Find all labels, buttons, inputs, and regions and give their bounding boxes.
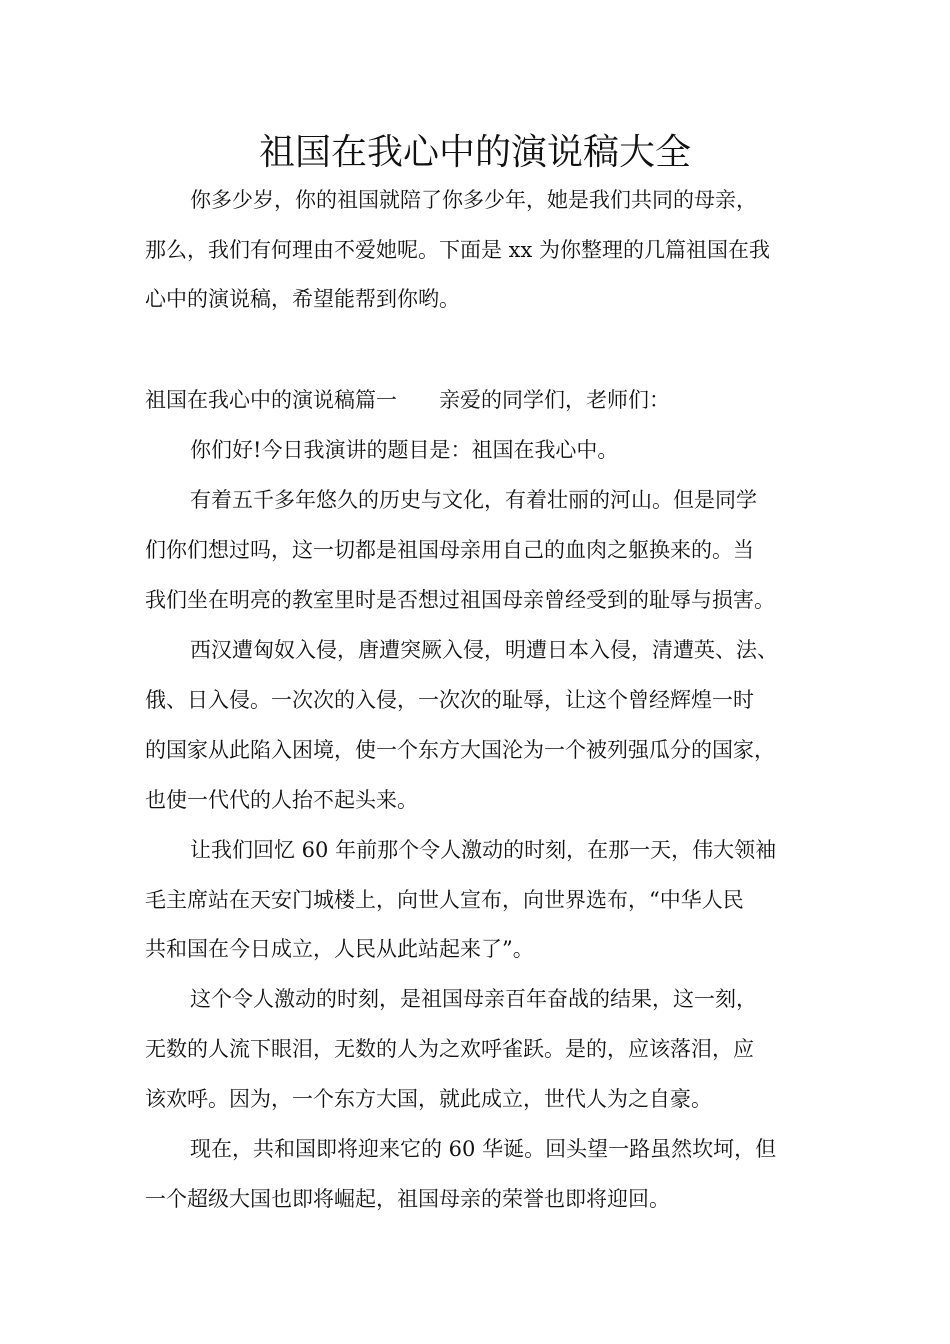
text-line: 让我们回忆 60 年前那个令人激动的时刻，在那一天，伟大领袖: [190, 838, 777, 862]
text-line: 毛主席站在天安门城楼上，向世人宣布，向世界选布，“中华人民: [145, 888, 744, 912]
text-line: 一个超级大国也即将崛起，祖国母亲的荣誉也即将迎回。: [145, 1187, 670, 1211]
section-heading-line: 祖国在我心中的演说稿篇一 亲爱的同学们，老师们：: [145, 388, 670, 412]
text-line: 你们好!今日我演讲的题目是：祖国在我心中。: [190, 438, 619, 462]
text-line: 现在，共和国即将迎来它的 60 华诞。回头望一路虽然坎坷，但: [190, 1137, 777, 1161]
text-line: 这个令人激动的时刻，是祖国母亲百年奋战的结果，这一刻，: [190, 987, 757, 1011]
text-line: 共和国在今日成立，人民从此站起来了”。: [145, 937, 534, 961]
text-line: 我们坐在明亮的教室里时是否想过祖国母亲曾经受到的耻辱与损害。: [145, 588, 775, 612]
text-line: 们你们想过吗，这一切都是祖国母亲用自己的血肉之躯换来的。当: [145, 538, 754, 562]
text-line: 的国家从此陷入困境，使一个东方大国沦为一个被列强瓜分的国家，: [145, 738, 775, 762]
document-title: 祖国在我心中的演说稿大全: [258, 132, 691, 173]
text-line: 有着五千多年悠久的历史与文化，有着壮丽的河山。但是同学: [190, 488, 757, 512]
text-line: 心中的演说稿，希望能帮到你哟。: [145, 287, 460, 311]
text-line: 那么，我们有何理由不爱她呢。下面是 xx 为你整理的几篇祖国在我: [145, 238, 771, 262]
text-line: 无数的人流下眼泪，无数的人为之欢呼雀跃。是的，应该落泪，应: [145, 1037, 754, 1061]
text-line: 你多少岁，你的祖国就陪了你多少年，她是我们共同的母亲，: [190, 188, 757, 212]
text-line: 俄、日入侵。一次次的入侵，一次次的耻辱，让这个曾经辉煌一时: [145, 688, 754, 712]
text-line: 也使一代代的人抬不起头来。: [145, 788, 418, 812]
text-line: 该欢呼。因为，一个东方大国，就此成立，世代人为之自豪。: [145, 1087, 712, 1111]
text-line: 西汉遭匈奴入侵，唐遭突厥入侵，明遭日本入侵，清遭英、法、: [190, 638, 778, 662]
